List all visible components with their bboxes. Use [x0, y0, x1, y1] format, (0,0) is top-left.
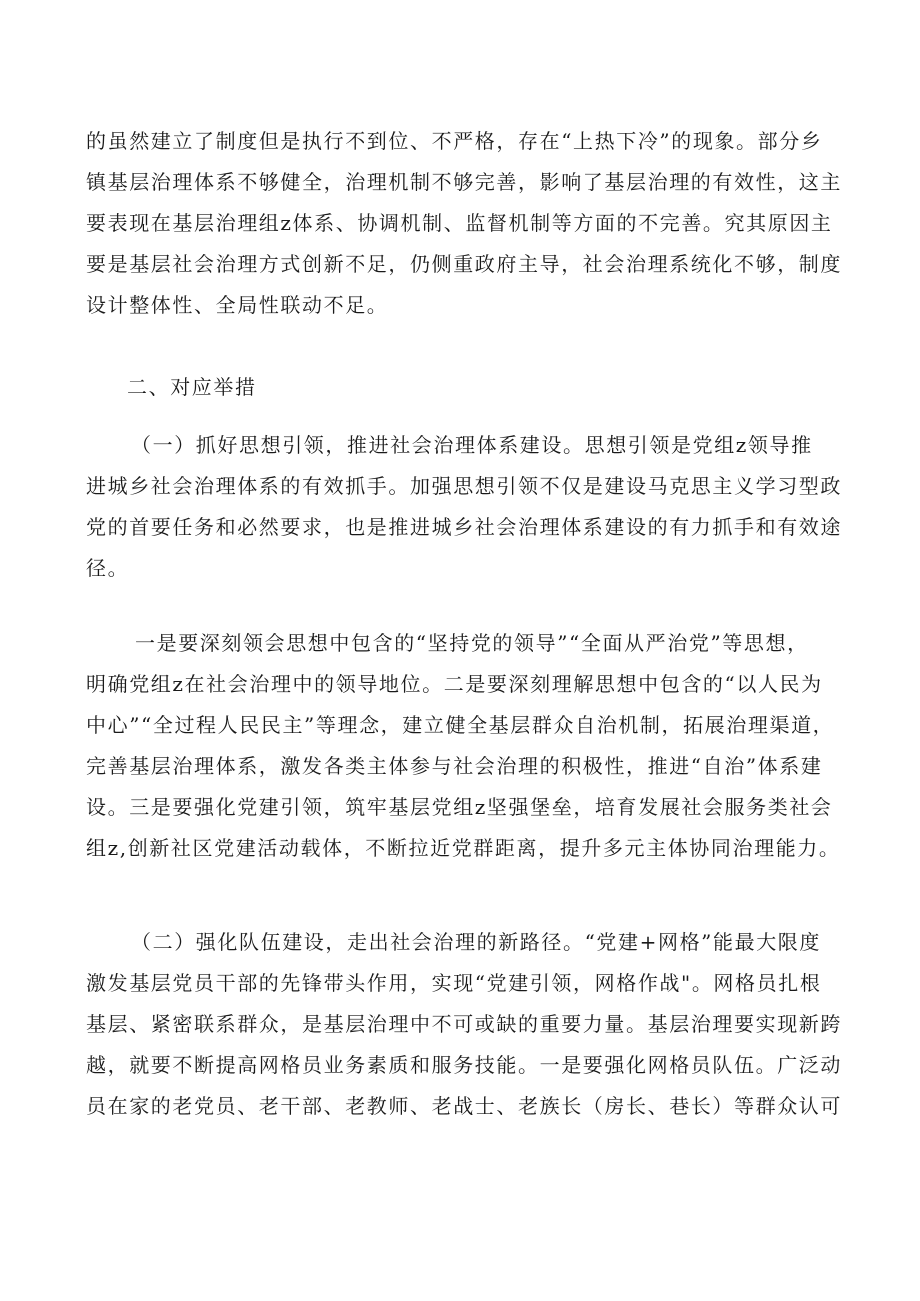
text-line: 一是要深刻领会思想中包含的“坚持党的领导”“全面从严治党”等思想，	[135, 631, 809, 655]
text-line: 激发基层党员干部的先锋带头作用，实现“党建引领，网格作战"。网格员扎根	[86, 971, 822, 995]
text-line: 中心”“全过程人民民主”等理念，建立健全基层群众自治机制，拓展治理渠道，	[86, 713, 835, 737]
text-line: 要表现在基层治理组z体系、协调机制、监督机制等方面的不完善。究其原因主	[86, 211, 833, 235]
text-line: 基层、紧密联系群众，是基层治理中不可或缺的重要力量。基层治理要实现新跨	[86, 1012, 842, 1036]
text-line: 完善基层治理体系，激发各类主体参与社会治理的积极性，推进“自治”体系建	[86, 754, 823, 778]
text-line: 党的首要任务和必然要求，也是推进城乡社会治理体系建设的有力抓手和有效途	[86, 515, 842, 539]
text-line: 径。	[86, 556, 130, 580]
text-line: 的虽然建立了制度但是执行不到位、不严格，存在“上热下冷”的现象。部分乡	[86, 129, 823, 153]
subsection-heading-line: （一）抓好思想引领，推进社会治理体系建设。思想引领是党组z领导推	[131, 433, 813, 457]
text-line: 设。三是要强化党建引领，筑牢基层党组z坚强堡垒，培育发展社会服务类社会	[86, 795, 833, 819]
text-line: 组z,创新社区党建活动载体，不断拉近党群距离，提升多元主体协同治理能力。	[86, 836, 841, 860]
section-heading: 二、对应举措	[127, 375, 257, 399]
text-line: 要是基层社会治理方式创新不足，仍侧重政府主导，社会治理系统化不够，制度	[86, 252, 842, 276]
text-line: 明确党组z在社会治理中的领导地位。二是要深刻理解思想中包含的“以人民为	[86, 672, 823, 696]
text-line: 镇基层治理体系不够健全，治理机制不够完善，影响了基层治理的有效性，这主	[86, 170, 842, 194]
text-line: 越，就要不断提高网格员业务素质和服务技能。一是要强化网格员队伍。广泛动	[86, 1053, 842, 1077]
subsection-heading-line: （二）强化队伍建设，走出社会治理的新路径。“党建+网格”能最大限度	[131, 930, 822, 954]
text-line: 设计整体性、全局性联动不足。	[86, 293, 389, 317]
text-line: 员在家的老党员、老干部、老教师、老战士、老族长（房长、巷长）等群众认可	[86, 1094, 842, 1118]
text-line: 进城乡社会治理体系的有效抓手。加强思想引领不仅是建设马克思主义学习型政	[86, 474, 842, 498]
